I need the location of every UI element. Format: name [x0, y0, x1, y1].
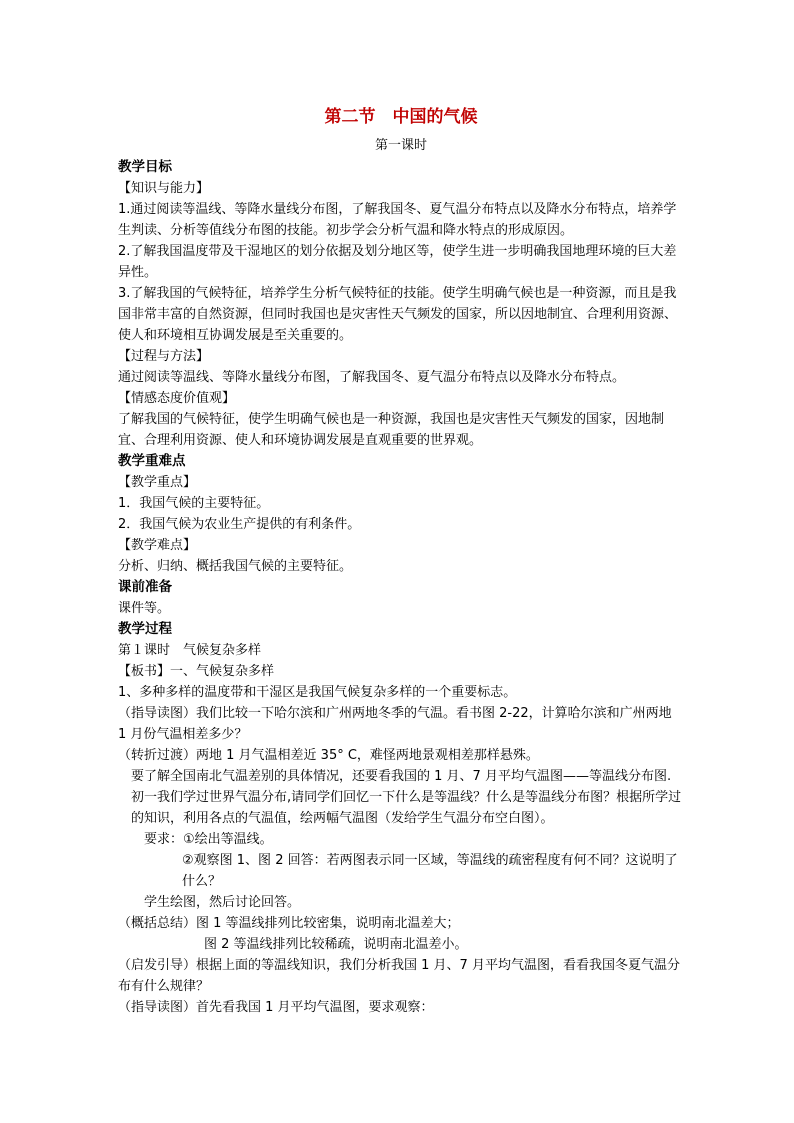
section-heading: 教学过程 [118, 621, 172, 637]
paragraph: 第１课时 气候复杂多样 [118, 643, 262, 658]
paragraph: 了解我国的气候特征，使学生明确气候也是一种资源，我国也是灾害性天气频发的国家，因地制宜、合理利用资源、使人和环境协调发展是直观重要的世界观。 [118, 412, 665, 448]
section-heading: 教学目标 [118, 159, 172, 175]
paragraph: 1、多种多样的温度带和干湿区是我国气候复杂多样的一个重要标志。 [118, 685, 517, 700]
paragraph: （指导读图）首先看我国 1 月平均气温图，要求观察： [118, 1000, 434, 1015]
paragraph: 1．我国气候的主要特征。 [118, 496, 270, 511]
paragraph: 通过阅读等温线、等降水量线分布图，了解我国冬、夏气温分布特点以及降水分布特点。 [118, 370, 626, 385]
paragraph: 分析、归纳、概括我国气候的主要特征。 [118, 559, 353, 574]
document-body [118, 157, 684, 1018]
document-subtitle: 第一课时 [374, 138, 427, 153]
paragraph: 【板书】一、气候复杂多样 [118, 664, 275, 679]
paragraph: 【过程与方法】 [118, 349, 210, 364]
paragraph: （概括总结）图 1 等温线排列比较密集，说明南北温差大； [118, 916, 460, 931]
paragraph: 图 2 等温线排列比较稀疏，说明南北温差小。 [204, 937, 468, 952]
section-heading: 课前准备 [118, 579, 172, 595]
paragraph: （指导读图）我们比较一下哈尔滨和广州两地冬季的气温。看书图 2-22，计算哈尔滨和广州两地 1 月份气温相差多少？ [118, 706, 676, 742]
paragraph: 【教学难点】 [118, 538, 197, 553]
paragraph: 1.通过阅读等温线、等降水量线分布图，了解我国冬、夏气温分布特点以及降水分布特点，培养学生判读、分析等值线分布图的技能。初步学会分析气温和降水特点的形成原因。 [118, 202, 677, 238]
paragraph: ②观察图 1、图 2 回答：若两图表示同一区域，等温线的疏密程度有何不同？这说明了什么？ [182, 853, 678, 889]
paragraph: 【知识与能力】 [118, 181, 210, 196]
paragraph: 课件等。 [118, 601, 171, 616]
section-heading: 教学重难点 [118, 453, 186, 469]
paragraph: （转折过渡）两地 1 月气温相差近 35° C，难怪两地景观相差那样悬殊。 [118, 748, 539, 763]
paragraph: 3.了解我国的气候特征，培养学生分析气候特征的技能。使学生明确气候也是一种资源，而且是我国非常丰富的自然资源，但同时我国也是灾害性天气频发的国家，所以因地制宜、合理利用资源、使人和环境相互协调发展是至关重要的。 [118, 286, 678, 343]
document-page [118, 105, 684, 1018]
document-title: 第二节 中国的气候 [324, 107, 478, 127]
paragraph: 要了解全国南北气温差别的具体情况，还要看我国的 1 月、7 月平均气温图——等温线分布图.初一我们学过世界气温分布,请同学们回忆一下什么是等温线？什么是等温线分布图？根据所学过的知识，利用各点的气温值，绘两幅气温图（发给学生气温分布空白图）。 [131, 769, 682, 826]
paragraph: （启发引导）根据上面的等温线知识，我们分析我国 1 月、7 月平均气温图，看看我国冬夏气温分布有什么规律？ [118, 958, 680, 994]
paragraph: 学生绘图，然后讨论回答。 [144, 895, 301, 910]
paragraph: 【情感态度价值观】 [118, 391, 236, 406]
paragraph: 2．我国气候为农业生产提供的有利条件。 [118, 517, 361, 532]
paragraph: 要求：①绘出等温线。 [144, 832, 273, 847]
paragraph: 【教学重点】 [118, 475, 197, 490]
paragraph: 2.了解我国温度带及干湿地区的划分依据及划分地区等，使学生进一步明确我国地理环境的巨大差异性。 [118, 244, 677, 280]
